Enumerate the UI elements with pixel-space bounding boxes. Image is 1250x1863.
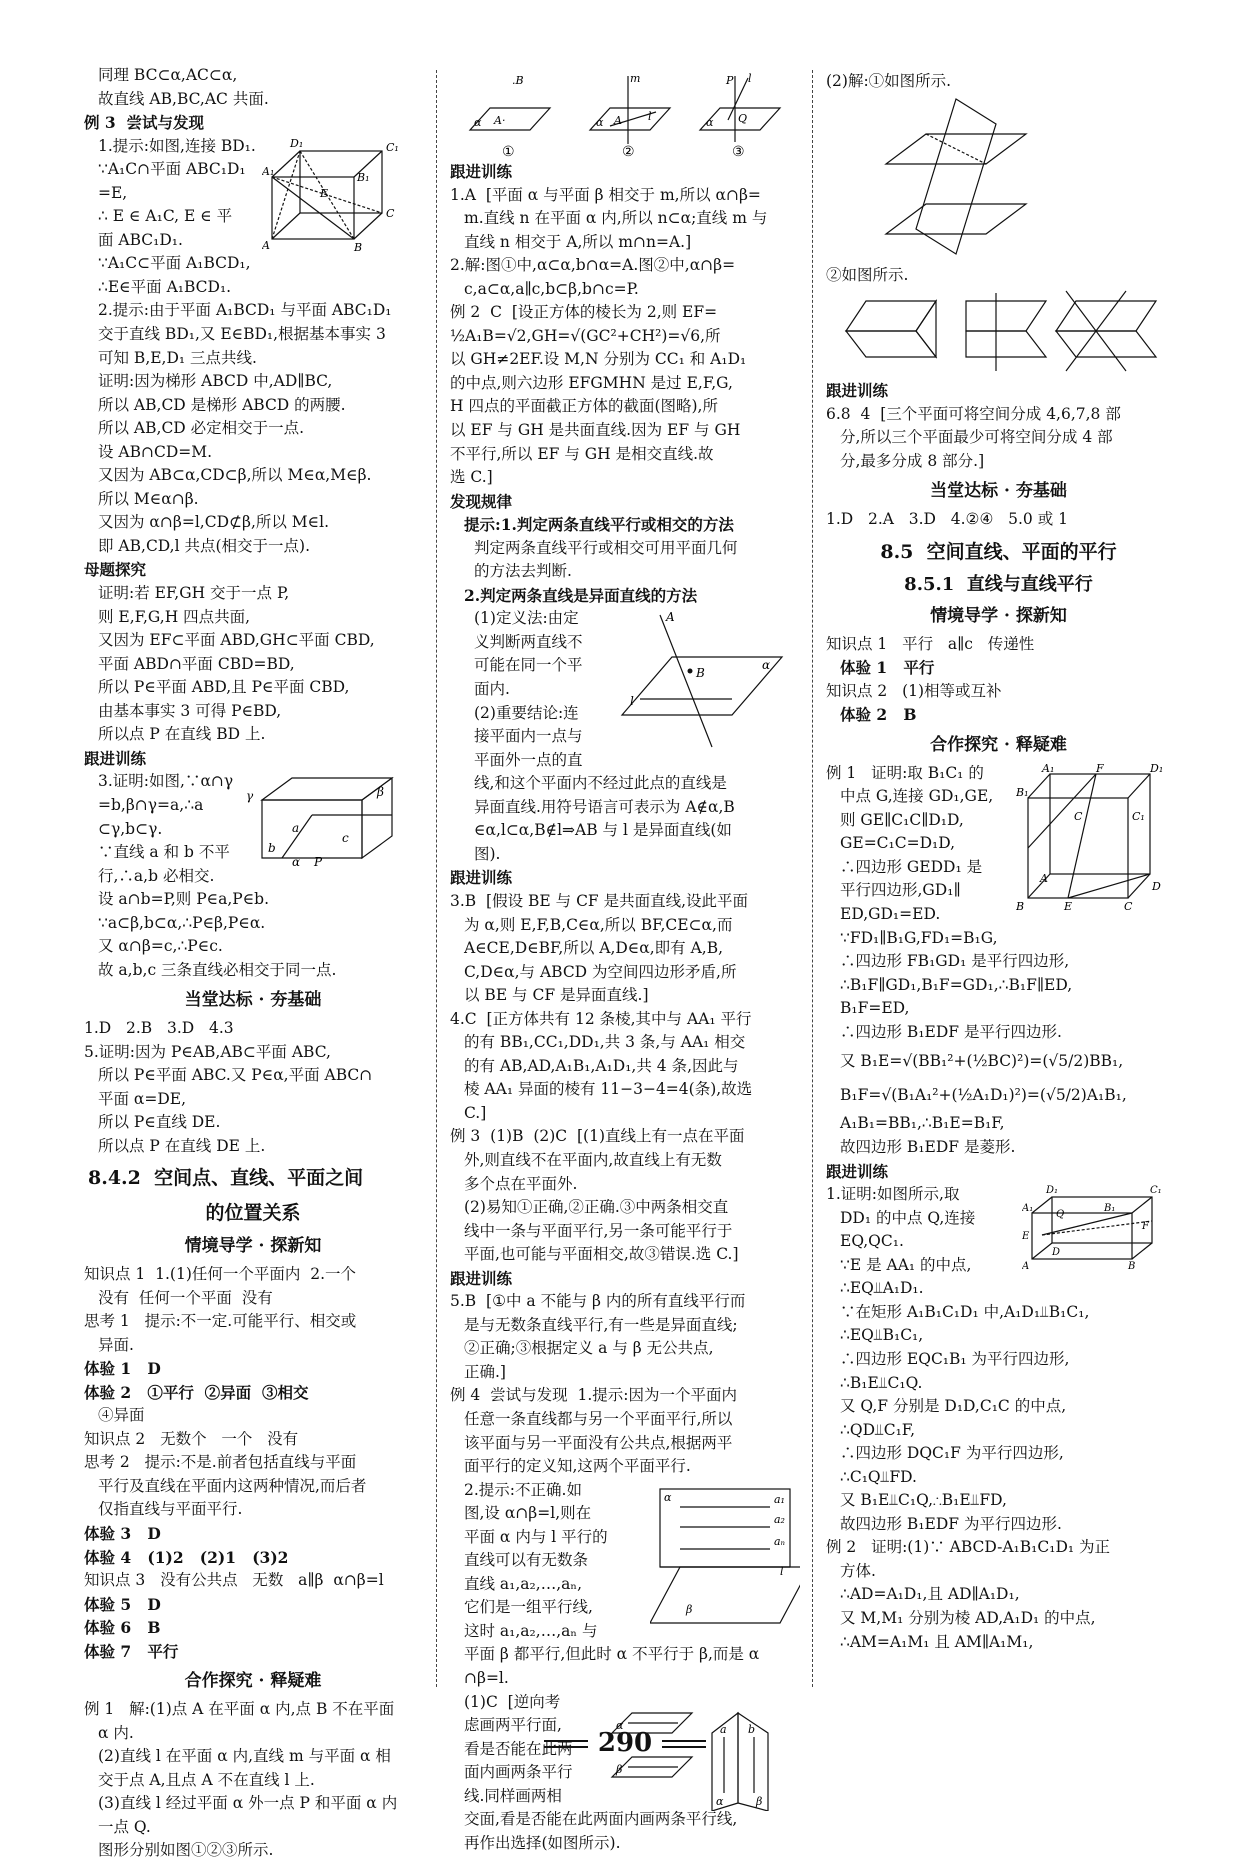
intersecting-planes-figure xyxy=(650,1483,800,1633)
text-line: 3.证明:如图,∵α∩γ xyxy=(98,772,234,791)
svg-text:B: B xyxy=(1016,899,1025,912)
text-line: ∴QD⫫C₁F, xyxy=(840,1420,916,1439)
svg-text:aₙ: aₙ xyxy=(774,1534,786,1548)
text-line: 5.证明:因为 P∈AB,AB⊂平面 ABC, xyxy=(84,1042,331,1061)
svg-text:F: F xyxy=(1096,761,1104,775)
svg-text:C₁: C₁ xyxy=(1132,809,1145,823)
section-title: 合作探究 · 释疑难 xyxy=(184,1671,322,1692)
text-line: 以 EF 与 GH 是共面直线.因为 EF 与 GH xyxy=(450,421,741,440)
svg-text:C: C xyxy=(386,206,395,220)
text-line: 设 a∩b=P,则 P∈a,P∈b. xyxy=(98,890,270,909)
text-line: 2.提示:由于平面 A₁BCD₁ 与平面 ABC₁D₁ xyxy=(98,301,392,320)
column-2 xyxy=(450,72,802,1855)
svg-text:α: α xyxy=(706,116,714,129)
text-line: (2)解:①如图所示. xyxy=(826,72,952,90)
text-line: 可能在同一个平 xyxy=(474,656,583,675)
section-title: 情境导学 · 探新知 xyxy=(930,605,1067,626)
text-line: 所以点 P 在直线 DE 上. xyxy=(98,1136,266,1155)
text-line: ∴四边形 EQC₁B₁ 为平行四边形, xyxy=(840,1349,1070,1368)
text-line: 例 3 (1)B (2)C [(1)直线上有一点在平面 xyxy=(450,1127,745,1146)
svg-text:A₁: A₁ xyxy=(1042,761,1055,775)
text-line: ∴四边形 FB₁GD₁ 是平行四边形, xyxy=(840,952,1070,971)
text-line: 又因为 α∩β=l,CD⊄β,所以 M∈l. xyxy=(98,513,330,532)
text-line: 以 GH≠2EF.设 M,N 分别为 CC₁ 和 A₁D₁ xyxy=(450,350,747,369)
svg-text:A: A xyxy=(1022,1261,1030,1273)
text-line: 面内画两条平行 xyxy=(464,1763,573,1782)
section-label: 跟进训练 xyxy=(450,162,513,181)
text-line: (2)重要结论:连 xyxy=(474,703,579,722)
text-line: 外,则直线不在平面内,故直线上有无数 xyxy=(464,1150,722,1169)
box-figure xyxy=(1022,1183,1162,1273)
svg-text:D₁: D₁ xyxy=(290,136,304,150)
text-line: 体验 1 D xyxy=(84,1359,161,1379)
text-line: ∵FD₁∥B₁G,FD₁=B₁G, xyxy=(840,928,998,947)
svg-text:α: α xyxy=(762,658,771,673)
text-line: 平行及直线在平面内这两种情况,而后者 xyxy=(98,1476,367,1495)
text-line: 则 E,F,G,H 四点共面, xyxy=(98,607,251,626)
svg-text:α: α xyxy=(596,116,604,129)
page-number xyxy=(0,1728,1250,1758)
svg-text:a: a xyxy=(720,1722,727,1736)
text-line: 再作出选择(如图所示). xyxy=(464,1833,621,1852)
svg-text:b: b xyxy=(748,1722,756,1736)
text-line: 选 C.] xyxy=(450,468,493,487)
text-line: 知识点 2 无数个 一个 没有 xyxy=(84,1429,299,1448)
text-line: ⊂γ,b⊂γ. xyxy=(98,819,163,838)
svg-text:b: b xyxy=(268,841,276,856)
section-label: 发现规律 xyxy=(450,491,513,511)
svg-text:A₁: A₁ xyxy=(1022,1203,1034,1215)
svg-text:A: A xyxy=(666,610,675,625)
skew-line-figure xyxy=(612,607,792,757)
svg-text:Q: Q xyxy=(1056,1209,1065,1221)
text-line: ED,GD₁=ED. xyxy=(840,905,941,924)
cube-figure xyxy=(262,137,412,265)
text-line: 异面. xyxy=(98,1335,134,1354)
text-line: 交于直线 BD₁,又 E∈BD₁,根据基本事实 3 xyxy=(98,325,386,344)
text-line: 体验 4 (1)2 (2)1 (3)2 xyxy=(84,1547,289,1567)
text-line: 所以 AB,CD 是梯形 ABCD 的两腰. xyxy=(98,395,346,414)
column-divider xyxy=(436,70,437,1687)
page-rule xyxy=(662,1740,706,1748)
text-line: 所以 AB,CD 必定相交于一点. xyxy=(98,419,305,438)
text-line: ∵E 是 AA₁ 的中点, xyxy=(840,1255,972,1274)
text-line: 一点 Q. xyxy=(98,1817,151,1836)
svg-text:α: α xyxy=(716,1794,724,1808)
text-line: A∈CE,D∈BF,所以 A,D∈α,即有 A,B, xyxy=(464,939,724,958)
text-line: 知识点 2 (1)相等或互补 xyxy=(826,681,1002,700)
text-line: 中点 G,连接 GD₁,GE, xyxy=(840,787,994,806)
text-line: 平面 α 内与 l 平行的 xyxy=(464,1527,608,1546)
text-line: 所以 P∈直线 DE. xyxy=(98,1113,221,1132)
text-line: 知识点 1 1.(1)任何一个平面内 2.一个 xyxy=(84,1265,357,1284)
text-line: 可知 B,E,D₁ 三点共线. xyxy=(98,348,257,367)
svg-text:c: c xyxy=(342,831,349,846)
svg-text:C: C xyxy=(1124,899,1133,912)
text-line: 行,∴a,b 必相交. xyxy=(98,866,215,885)
text-line: ∵在矩形 A₁B₁C₁D₁ 中,A₁D₁⫫B₁C₁, xyxy=(840,1302,1090,1321)
text-line: ∵a⊂β,b⊂α,∴P∈β,P∈α. xyxy=(98,913,266,932)
text-line: 2.判定两条直线是异面直线的方法 xyxy=(464,585,698,605)
example-heading: 例 3 尝试与发现 xyxy=(84,113,204,133)
text-line: 例 1 证明:取 B₁C₁ 的 xyxy=(826,763,984,782)
svg-text:.B: .B xyxy=(512,74,524,87)
text-line: 提示:1.判定两条直线平行或相交的方法 xyxy=(464,515,734,535)
text-line: 3.B [假设 BE 与 CF 是共面直线,设此平面 xyxy=(450,891,749,910)
text-line: 又 M,M₁ 分别为棱 AD,A₁D₁ 的中点, xyxy=(840,1608,1096,1627)
text-line: 图,设 α∩β=l,则在 xyxy=(464,1504,592,1523)
text-line: 交面,看是否能在此两面内画两条平行线, xyxy=(464,1810,738,1829)
text-line: (1)C [逆向考 xyxy=(464,1692,561,1711)
text-line: 故 a,b,c 三条直线必相交于同一点. xyxy=(98,960,337,979)
svg-text:a₂: a₂ xyxy=(774,1512,785,1526)
text-line: 的方法去判断. xyxy=(474,562,572,581)
text-line: 1.提示:如图,连接 BD₁. xyxy=(98,136,256,155)
answer-line: 1.D 2.A 3.D 4.②④ 5.0 或 1 xyxy=(826,510,1068,529)
svg-text:β: β xyxy=(686,1602,693,1616)
text-line: ∴AD=A₁D₁,且 AD∥A₁D₁, xyxy=(840,1585,1020,1604)
text-line: ∴E∈平面 A₁BCD₁. xyxy=(98,277,232,296)
text-line: ∴B₁F∥GD₁,B₁F=GD₁,∴B₁F∥ED, xyxy=(840,975,1073,994)
text-line: 1.A [平面 α 与平面 β 相交于 m,所以 α∩β= xyxy=(450,185,761,204)
section-label: 跟进训练 xyxy=(450,868,513,888)
text-line: 所以 P∈平面 ABC.又 P∈α,平面 ABC∩ xyxy=(98,1066,373,1085)
cube-figure xyxy=(1016,762,1166,912)
text-line: 又 α∩β=c,∴P∈c. xyxy=(98,937,223,956)
svg-text:a₁: a₁ xyxy=(774,1492,785,1506)
answer-line: 1.D 2.B 3.D 4.3 xyxy=(84,1019,234,1038)
text-line: =b,β∩γ=a,∴a xyxy=(98,795,204,814)
subsection-title: 的位置关系 xyxy=(205,1202,301,1225)
text-line: ∵A₁C⊂平面 A₁BCD₁, xyxy=(98,254,251,273)
text-line: 的有 AB,AD,A₁B₁,A₁D₁,共 4 条,因此与 xyxy=(464,1056,739,1075)
text-line: 平面 β 都平行,但此时 α 不平行于 β,而是 α xyxy=(464,1645,760,1664)
svg-text:B: B xyxy=(1128,1261,1136,1273)
text-line: 故四边形 B₁EDF 为平行四边形. xyxy=(840,1514,1062,1533)
text-line: 任意一条直线都与另一个平面平行,所以 xyxy=(464,1409,733,1428)
text-line: 5.B [①中 a 不能与 β 内的所有直线平行而 xyxy=(450,1292,746,1311)
text-line: 思考 1 提示:不一定.可能平行、相交或 xyxy=(84,1312,357,1331)
three-planes-figure xyxy=(826,94,1166,264)
text-line: ∵直线 a 和 b 不平 xyxy=(98,843,230,862)
text-line: C,D∈α,与 ABCD 为空间四边形矛盾,所 xyxy=(464,962,737,981)
svg-text:C₁: C₁ xyxy=(386,140,399,154)
text-line: ∩β=l. xyxy=(464,1669,509,1687)
text-line: 又 B₁E⫫C₁Q,∴B₁E⫫FD, xyxy=(840,1491,1007,1510)
text-line: B₁F=ED, xyxy=(840,999,910,1018)
text-line: 知识点 1 平行 a∥c 传递性 xyxy=(826,634,1035,653)
text-line: (1)定义法:由定 xyxy=(474,609,579,628)
svg-text:D: D xyxy=(1052,1247,1061,1259)
svg-text:β: β xyxy=(616,1762,623,1776)
text-line: ½A₁B=√2,GH=√(GC²+CH²)=√6,所 xyxy=(450,326,721,345)
text-line: m.直线 n 在平面 α 内,所以 n⊂α;直线 m 与 xyxy=(464,209,768,228)
page-rule xyxy=(544,1740,588,1748)
text-line: (3)直线 l 经过平面 α 外一点 P 和平面 α 内 xyxy=(98,1794,398,1813)
svg-text:D: D xyxy=(1152,879,1161,893)
text-line: 异面直线.用符号语言可表示为 A∉α,B xyxy=(474,797,735,816)
text-line: 所以 P∈平面 ABD,且 P∈平面 CBD, xyxy=(98,678,350,697)
section-label: 跟进训练 xyxy=(826,1161,889,1181)
text-line: ②正确;③根据定义 a 与 β 无公共点, xyxy=(464,1339,714,1358)
text-line: 正确.] xyxy=(464,1362,506,1381)
text-line: 则 GE∥C₁C∥D₁D, xyxy=(840,810,964,829)
section-label: 跟进训练 xyxy=(826,381,889,401)
svg-text:α: α xyxy=(664,1490,672,1504)
text-line: ∴四边形 GEDD₁ 是 xyxy=(840,857,983,876)
text-line: ∴四边形 B₁EDF 是平行四边形. xyxy=(840,1022,1062,1041)
text-line: EQ,QC₁. xyxy=(840,1232,904,1251)
text-line: (2)直线 l 在平面 α 内,直线 m 与平面 α 相 xyxy=(98,1747,391,1766)
figure-label: ① xyxy=(502,144,515,160)
text-line: 多个点在平面外. xyxy=(464,1174,578,1193)
text-line: 线中一条与平面平行,另一条可能平行于 xyxy=(464,1221,733,1240)
text-line: 是与无数条直线平行,有一些是异面直线; xyxy=(464,1315,738,1334)
text-line: 所以 M∈α∩β. xyxy=(98,489,199,508)
text-line: 6.8 4 [三个平面可将空间分成 4,6,7,8 部 xyxy=(826,404,1121,423)
text-line: ∈α,l⊂α,B∉l⇒AB 与 l 是异面直线(如 xyxy=(474,821,732,840)
svg-text:B: B xyxy=(696,666,705,681)
svg-text:P: P xyxy=(314,855,323,869)
text-line: 2.解:图①中,α⊂α,b∩α=A.图②中,α∩β= xyxy=(450,256,736,275)
svg-text:C₁: C₁ xyxy=(1150,1185,1162,1197)
text-line: 该平面与另一平面没有公共点,根据两平 xyxy=(464,1433,733,1452)
svg-text:A: A xyxy=(614,114,622,127)
svg-text:P: P xyxy=(726,74,734,87)
text-line: 1.证明:如图所示,取 xyxy=(826,1185,960,1204)
svg-text:α: α xyxy=(616,1718,624,1732)
text-line: 分,所以三个平面最少可将空间分成 4 部 xyxy=(840,428,1113,447)
svg-text:B₁: B₁ xyxy=(1104,1203,1116,1215)
text-line: 所以点 P 在直线 BD 上. xyxy=(98,725,266,744)
text-line: 直线 a₁,a₂,…,aₙ, xyxy=(464,1574,582,1593)
text-line: 直线 n 相交于 A,所以 m∩n=A.] xyxy=(464,232,692,251)
svg-text:A: A xyxy=(1040,871,1048,885)
svg-text:β: β xyxy=(756,1794,763,1808)
text-line: 平行四边形,GD₁∥ xyxy=(840,881,961,900)
prism-planes-figure xyxy=(826,287,1171,379)
text-line: (2)易知①正确,②正确.③中两条相交直 xyxy=(464,1198,729,1217)
text-line: 又因为 EF⊂平面 ABD,GH⊂平面 CBD, xyxy=(98,631,375,650)
text-line: H 四点的平面截正方体的截面(图略),所 xyxy=(450,397,718,416)
text-line: 棱 AA₁ 异面的棱有 11−3−4=4(条),故选 xyxy=(464,1080,753,1099)
plane-figures xyxy=(450,72,790,160)
svg-text:F: F xyxy=(1142,1221,1149,1233)
text-line: 图). xyxy=(474,844,501,863)
svg-text:D₁: D₁ xyxy=(1150,761,1164,775)
svg-text:E: E xyxy=(1064,899,1073,912)
text-line: α 内. xyxy=(98,1723,134,1742)
text-line: 证明:因为梯形 ABCD 中,AD∥BC, xyxy=(98,372,333,391)
figure-label: ② xyxy=(622,144,635,160)
text-line: C.] xyxy=(464,1103,487,1122)
svg-text:D₁: D₁ xyxy=(1046,1185,1059,1197)
text-line: A₁B₁=BB₁,∴B₁E=B₁F, xyxy=(840,1114,1005,1133)
text-line: 体验 5 D xyxy=(84,1594,161,1614)
text-line: 4.C [正方体共有 12 条棱,其中与 AA₁ 平行 xyxy=(450,1009,752,1028)
text-line: ②如图所示. xyxy=(826,265,909,284)
svg-text:α: α xyxy=(474,116,482,129)
text-line: 面内. xyxy=(474,680,510,699)
text-line: 平面 ABD∩平面 CBD=BD, xyxy=(98,654,295,673)
text-line: 2.提示:不正确.如 xyxy=(464,1480,582,1499)
text-line: 例 4 尝试与发现 1.提示:因为一个平面内 xyxy=(450,1386,738,1405)
svg-text:m: m xyxy=(630,72,641,85)
text-line: ∴AM=A₁M₁ 且 AM∥A₁M₁, xyxy=(840,1632,1034,1651)
text-line: 以 BE 与 CF 是异面直线.] xyxy=(464,986,649,1005)
text-line: 仅指直线与平面平行. xyxy=(98,1500,243,1519)
figure-label: ③ xyxy=(732,144,745,160)
text-line: 没有 任何一个平面 没有 xyxy=(98,1288,273,1307)
text-line: GE=C₁C=D₁D, xyxy=(840,834,956,853)
svg-text:l: l xyxy=(780,1564,784,1578)
subsection-title: 8.5.1 直线与直线平行 xyxy=(904,573,1093,595)
svg-text:l: l xyxy=(648,110,652,123)
text-line: 面平行的定义知,这两个平面平行. xyxy=(464,1457,691,1476)
text-line: 方体. xyxy=(840,1561,876,1580)
svg-text:E: E xyxy=(320,186,329,200)
formula-line: B₁F=√(B₁A₁²+(½A₁D₁)²)=(√5/2)A₁B₁, xyxy=(840,1086,1127,1105)
text-line: 平面外一点的直 xyxy=(474,750,583,769)
text-line: 平面,也可能与平面相交,故③错误.选 C.] xyxy=(464,1245,739,1264)
svg-text:l: l xyxy=(630,694,634,709)
section-title: 情境导学 · 探新知 xyxy=(184,1236,322,1257)
text-line: 例 1 解:(1)点 A 在平面 α 内,点 B 不在平面 xyxy=(84,1700,395,1719)
svg-text:A: A xyxy=(262,238,270,252)
text-line: 它们是一组平行线, xyxy=(464,1598,593,1617)
text-line: 例 2 证明:(1)∵ ABCD-A₁B₁C₁D₁ 为正 xyxy=(826,1538,1111,1557)
svg-text:C: C xyxy=(1074,809,1083,823)
svg-text:a: a xyxy=(292,821,300,836)
section-title: 当堂达标 · 夯基础 xyxy=(930,481,1067,502)
text-line: 设 AB∩CD=M. xyxy=(98,442,213,461)
text-line: 图形分别如图①②③所示. xyxy=(98,1841,274,1860)
page-number-text: 290 xyxy=(597,1728,653,1758)
column-1 xyxy=(84,64,422,1863)
text-line: 例 2 C [设正方体的棱长为 2,则 EF= xyxy=(450,303,718,322)
formula-line: 又 B₁E=√(BB₁²+(½BC)²)=(√5/2)BB₁, xyxy=(840,1052,1124,1071)
text-line: DD₁ 的中点 Q,连接 xyxy=(840,1208,976,1227)
text-line: ∴ E ∈ A₁C, E ∈ 平 xyxy=(98,207,233,226)
text-line: 判定两条直线平行或相交可用平面几何 xyxy=(474,538,738,557)
subsection-title: 8.4.2 空间点、直线、平面之间 xyxy=(88,1167,364,1190)
svg-text:B₁: B₁ xyxy=(357,170,370,184)
text-line: 看是否能在此两 xyxy=(464,1739,573,1758)
text-line: ∴四边形 DQC₁F 为平行四边形, xyxy=(840,1444,1064,1463)
column-3 xyxy=(826,70,1171,1654)
svg-text:γ: γ xyxy=(246,789,254,804)
svg-text:B: B xyxy=(354,240,363,254)
svg-text:α: α xyxy=(292,855,301,869)
text-line: 这时 a₁,a₂,…,aₙ 与 xyxy=(464,1621,598,1640)
text-line: 虑画两平行面, xyxy=(464,1716,562,1735)
text-line: 的中点,则六边形 EFGMHN 是过 E,F,G, xyxy=(450,373,733,392)
svg-text:B₁: B₁ xyxy=(1016,785,1029,799)
text-line: 的有 BB₁,CC₁,DD₁,共 3 条,与 AA₁ 相交 xyxy=(464,1033,746,1052)
text-line: 为 α,则 E,F,B,C∈α,所以 BF,CE⊂α,而 xyxy=(464,915,733,934)
text-line: 体验 3 D xyxy=(84,1524,161,1544)
text-line: =E, xyxy=(98,183,128,202)
text-line: ∵A₁C∩平面 ABC₁D₁ xyxy=(98,160,246,179)
text-line: ④异面 xyxy=(98,1406,145,1425)
text-line: 直线可以有无数条 xyxy=(464,1551,589,1570)
chapter-title: 8.5 空间直线、平面的平行 xyxy=(880,540,1117,563)
text-line: 接平面内一点与 xyxy=(474,727,583,746)
section-label: 跟进训练 xyxy=(450,1268,513,1288)
column-divider xyxy=(812,70,813,1687)
text-line: 故四边形 B₁EDF 是菱形. xyxy=(840,1138,1016,1157)
text-line: ∴C₁Q⫫FD. xyxy=(840,1467,917,1486)
text-line: 平面 α=DE, xyxy=(98,1089,187,1108)
text-line: ∴EQ⫫A₁D₁. xyxy=(840,1279,924,1298)
prism-figure xyxy=(242,770,402,868)
section-label: 母题探究 xyxy=(84,560,147,580)
text-line: 线,和这个平面内不经过此点的直线是 xyxy=(474,774,727,793)
text-line: 同理 BC⊂α,AC⊂α, xyxy=(98,66,238,84)
svg-text:A·: A· xyxy=(494,114,506,127)
text-line: ∴B₁E⫫C₁Q. xyxy=(840,1373,923,1392)
text-line: 义判断两直线不 xyxy=(474,632,583,651)
text-line: 又因为 AB⊂α,CD⊂β,所以 M∈α,M∈β. xyxy=(98,466,372,485)
text-line: 思考 2 提示:不是.前者包括直线与平面 xyxy=(84,1453,357,1472)
svg-text:E: E xyxy=(1022,1231,1030,1243)
text-line: 即 AB,CD,l 共点(相交于一点). xyxy=(98,536,311,555)
svg-text:Q: Q xyxy=(738,112,748,125)
text-line: 体验 6 B xyxy=(84,1618,161,1638)
svg-text:A₁: A₁ xyxy=(262,164,275,178)
text-line: 线.同样画两相 xyxy=(464,1786,562,1805)
svg-text:β: β xyxy=(377,785,384,800)
text-line: 不平行,所以 EF 与 GH 是相交直线.故 xyxy=(450,444,714,463)
svg-text:l: l xyxy=(748,72,752,85)
text-line: 交于点 A,且点 A 不在直线 l 上. xyxy=(98,1770,315,1789)
text-line: 故直线 AB,BC,AC 共面. xyxy=(98,89,269,108)
text-line: 又 Q,F 分别是 D₁D,C₁C 的中点, xyxy=(840,1397,1067,1416)
text-line: 证明:若 EF,GH 交于一点 P, xyxy=(98,584,290,603)
text-line: 知识点 3 没有公共点 无数 a∥β α∩β=l xyxy=(84,1571,384,1590)
section-title: 合作探究 · 释疑难 xyxy=(930,734,1067,755)
text-line: 体验 2 ①平行 ②异面 ③相交 xyxy=(84,1382,309,1402)
text-line: 体验 2 B xyxy=(840,705,917,725)
section-title: 当堂达标 · 夯基础 xyxy=(184,990,322,1011)
text-line: c,a⊂α,a∥c,b⊂β,b∩c=P. xyxy=(464,279,639,298)
text-line: 体验 1 平行 xyxy=(840,658,935,678)
text-line: 面 ABC₁D₁. xyxy=(98,230,183,249)
section-label: 跟进训练 xyxy=(84,748,147,768)
text-line: ∴EQ⫫B₁C₁, xyxy=(840,1326,924,1345)
text-line: 体验 7 平行 xyxy=(84,1641,179,1661)
text-line: 分,最多分成 8 部分.] xyxy=(840,451,985,470)
text-line: 由基本事实 3 可得 P∈BD, xyxy=(98,701,282,720)
